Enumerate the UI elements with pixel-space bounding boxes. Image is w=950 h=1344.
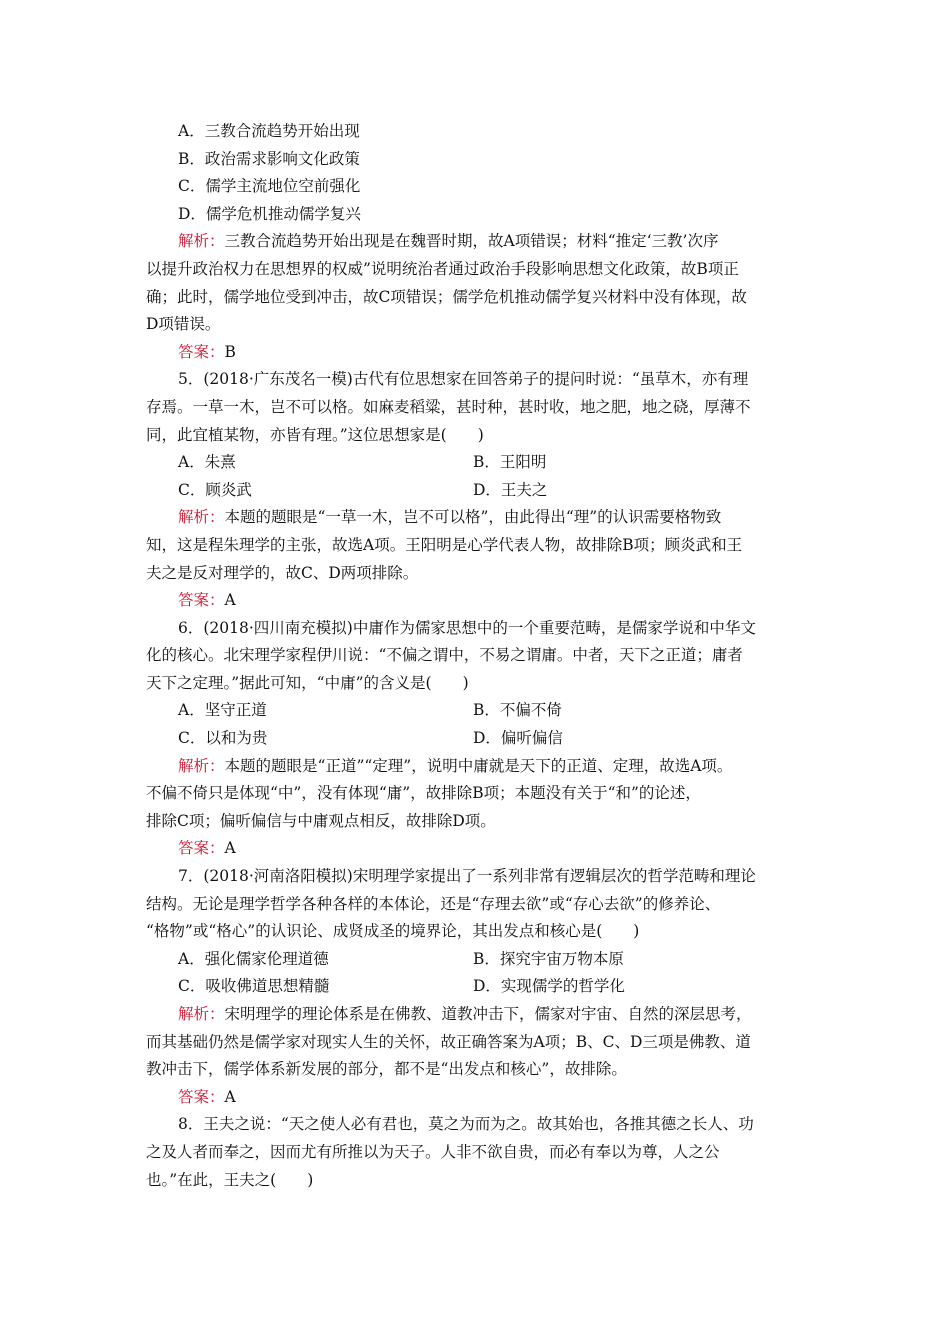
- q5-option-d: D．王夫之: [473, 480, 548, 499]
- analysis-label: 解析：: [178, 508, 225, 527]
- q6-options-row-2: [146, 725, 810, 753]
- q4-option-b: B．政治需求影响文化政策: [178, 149, 360, 168]
- q4-analysis: [146, 228, 810, 338]
- document-page: [146, 118, 810, 1194]
- analysis-text: 本题的题眼是“正道”“定理”，说明中庸就是天下的正道、定理，故选A项。: [224, 756, 733, 775]
- analysis-text: 夫之是反对理学的，故C、D两项排除。: [146, 563, 419, 582]
- stem-line: 7．(2018·河南洛阳模拟)宋明理学家提出了一系列非常有逻辑层次的哲学范畴和理论: [178, 867, 756, 886]
- analysis-label: 解析：: [178, 232, 225, 251]
- q5-option-a: A．朱熹: [178, 453, 236, 472]
- analysis-text: 以提升政治权力在思想界的权威”说明统治者通过政治手段影响思想文化政策，故B项正: [146, 259, 739, 278]
- q7-option-a: A．强化儒家伦理道德: [178, 949, 329, 968]
- q7-options-row-1: [146, 946, 810, 974]
- stem-line: 化的核心。北宋理学家程伊川说：“不偏之谓中，不易之谓庸。中者，天下之正道；庸者: [146, 646, 743, 665]
- q6-options-row-1: [146, 697, 810, 725]
- analysis-text: 而其基础仍然是儒学家对现实人生的关怀，故正确答案为A项；B、C、D三项是佛教、道: [146, 1032, 751, 1051]
- q5-options-row-2: [146, 477, 810, 505]
- answer-label: 答案：: [178, 342, 225, 361]
- answer-label: 答案：: [178, 591, 225, 610]
- analysis-text: 确；此时，儒学地位受到冲击，故C项错误；儒学危机推动儒学复兴材料中没有体现，故: [146, 287, 747, 306]
- stem-line: 结构。无论是理学哲学各种各样的本体论，还是“存理去欲”或“存心去欲”的修养论、: [146, 894, 721, 913]
- q8-stem: [146, 1111, 810, 1194]
- stem-line: 天下之定理。”据此可知，“中庸”的含义是( ): [146, 673, 469, 692]
- q5-answer: [146, 587, 810, 615]
- stem-line: “格物”或“格心”的认识论、成贤成圣的境界论，其出发点和核心是( ): [146, 922, 640, 941]
- stem-line: 也。”在此，王夫之( ): [146, 1170, 314, 1189]
- stem-line: 6．(2018·四川南充模拟)中庸作为儒家思想中的一个重要范畴，是儒家学说和中华文: [178, 618, 756, 637]
- q4-option-c: C．儒学主流地位空前强化: [178, 177, 361, 196]
- answer-value: B: [224, 342, 236, 361]
- analysis-text: 宋明理学的理论体系是在佛教、道教冲击下，儒家对宇宙、自然的深层思考，: [224, 1005, 752, 1023]
- answer-label: 答案：: [178, 1087, 225, 1106]
- q6-analysis: [146, 753, 810, 836]
- q6-option-b: B．不偏不倚: [473, 701, 562, 720]
- stem-line: 之及人者而奉之，因而尤有所推以为天子。人非不欲自贵，而必有奉以为尊，人之公: [146, 1142, 720, 1161]
- analysis-text: 教冲击下，儒学体系新发展的部分，都不是“出发点和核心”，故排除。: [146, 1060, 627, 1079]
- q5-options-row-1: [146, 449, 810, 477]
- q7-option-b: B．探究宇宙万物本原: [473, 949, 624, 968]
- analysis-text: 本题的题眼是“一草一木，岂不可以格”，由此得出“理”的认识需要格物致: [224, 508, 722, 527]
- analysis-text: 知，这是程朱理学的主张，故选A项。王阳明是心学代表人物，故排除B项；顾炎武和王: [146, 535, 743, 554]
- analysis-text: 不偏不倚只是体现“中”，没有体现“庸”，故排除B项；本题没有关于“和”的论述，: [146, 784, 701, 803]
- analysis-text: 排除C项；偏听偏信与中庸观点相反，故排除D项。: [146, 811, 496, 830]
- q6-option-a: A．坚守正道: [178, 701, 267, 720]
- q6-option-c: C．以和为贵: [178, 729, 268, 748]
- answer-value: A: [224, 591, 236, 610]
- q7-answer: [146, 1084, 810, 1112]
- answer-label: 答案：: [178, 839, 225, 858]
- answer-value: A: [224, 839, 236, 858]
- q6-answer: [146, 835, 810, 863]
- q5-analysis: [146, 504, 810, 587]
- q5-option-b: B．王阳明: [473, 453, 547, 472]
- analysis-text: 三教合流趋势开始出现是在魏晋时期，故A项错误；材料“推定‘三教’次序: [224, 232, 719, 251]
- q4-answer: [146, 339, 810, 367]
- analysis-text: D项错误。: [146, 315, 221, 334]
- q6-option-d: D．偏听偏信: [473, 729, 563, 748]
- q4-option-a: A．三教合流趋势开始出现: [178, 122, 360, 140]
- stem-line: 8．王夫之说：“天之使人必有君也，莫之为而为之。故其始也，各推其德之长人、功: [178, 1115, 754, 1134]
- q4-option-d: D．儒学危机推动儒学复兴: [178, 204, 361, 223]
- answer-value: A: [224, 1087, 236, 1106]
- q5-option-c: C．顾炎武: [178, 480, 252, 499]
- q7-analysis: [146, 1001, 810, 1084]
- stem-line: 同，此宜植某物，亦皆有理。”这位思想家是( ): [146, 425, 484, 444]
- q7-options-row-2: [146, 973, 810, 1001]
- q7-option-d: D．实现儒学的哲学化: [473, 977, 625, 996]
- q7-option-c: C．吸收佛道思想精髓: [178, 977, 330, 996]
- analysis-label: 解析：: [178, 1005, 225, 1023]
- q7-stem: [146, 863, 810, 946]
- analysis-label: 解析：: [178, 756, 225, 775]
- stem-line: 5．(2018·广东茂名一模)古代有位思想家在回答弟子的提问时说：“虽草木，亦有理: [178, 370, 749, 389]
- stem-line: 存焉。一草一木，岂不可以格。如麻麦稻粱，甚时种，甚时收，地之肥，地之硗，厚薄不: [146, 397, 751, 416]
- q6-stem: [146, 615, 810, 698]
- q5-stem: [146, 366, 810, 449]
